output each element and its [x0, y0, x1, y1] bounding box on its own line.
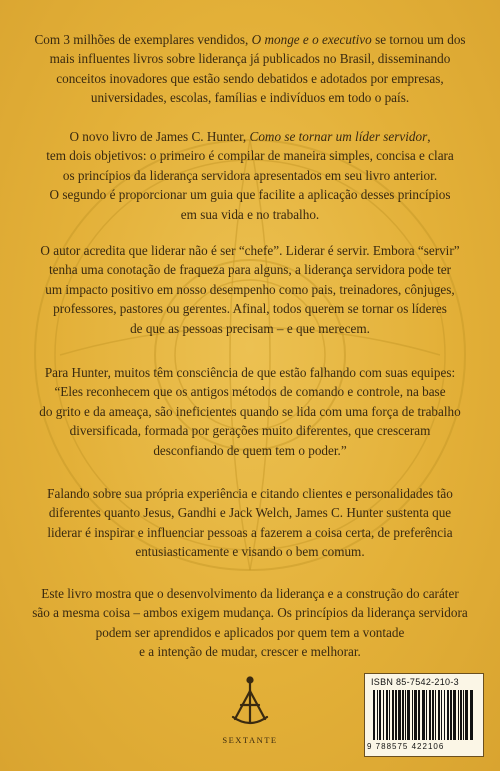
text-run: O segundo é proporcionar um guia que facilite a aplicação desses princípios — [49, 187, 451, 203]
barcode-bar — [463, 690, 464, 740]
text-line — [28, 166, 472, 185]
text-line — [28, 642, 472, 661]
text-run: Para Hunter, muitos têm consciência de que estão falhando com suas equipes: — [44, 365, 456, 380]
text-line — [28, 402, 472, 421]
text-run: os princípios da liderança servidora apresentados em seu livro anterior. — [62, 167, 438, 183]
text-line — [28, 88, 472, 107]
text-run: mais influentes livros sobre liderança já publicados no Brasil, disseminando — [49, 51, 451, 67]
barcode-bar — [414, 690, 417, 740]
barcode-bar — [386, 690, 388, 740]
text-line — [28, 441, 472, 460]
text-line — [28, 623, 472, 642]
barcode-bar — [453, 690, 456, 740]
paragraph-6 — [28, 584, 472, 662]
text-run: diversificada, formada por gerações muito diferentes, que cresceram — [69, 423, 431, 439]
text-line — [28, 523, 472, 542]
barcode-bar — [438, 690, 440, 740]
text-run: liderar é inspirar e influenciar pessoas a fazerem a coisa certa, de preferência — [47, 524, 453, 540]
text-run: professores, pastores ou gerentes. Afinal, todos querem se tornar os líderes — [53, 301, 447, 317]
text-line — [28, 185, 472, 204]
barcode-bar — [441, 690, 442, 740]
barcode-bar — [460, 690, 462, 740]
text-run: de que as pessoas precisam – e que merecem. — [130, 320, 370, 336]
sextant-icon — [227, 675, 273, 729]
text-run: Com 3 milhões de exemplares vendidos, — [34, 32, 252, 47]
isbn-barcode — [364, 673, 484, 757]
text-run: um impacto positivo em nosso desempenho como pais, treinadores, cônjuges, — [45, 281, 455, 297]
text-run: O autor acredita que liderar não é ser “chefe”. Liderar é servir. Embora “servir” — [40, 243, 460, 258]
paragraph-4 — [28, 363, 472, 460]
text-line — [28, 421, 472, 440]
barcode-bar — [418, 690, 420, 740]
barcode-bar — [383, 690, 384, 740]
book-title: O monge e o executivo — [251, 32, 372, 47]
text-run: em sua vida e no trabalho. — [180, 206, 320, 222]
text-line — [28, 30, 472, 49]
barcode-bars — [373, 690, 475, 740]
text-line — [28, 49, 472, 68]
text-line — [28, 542, 472, 561]
text-run: conceitos inovadores que estão sendo debatidos e adotados por empresas, — [56, 70, 444, 86]
barcode-bar — [450, 690, 452, 740]
text-line — [28, 603, 472, 622]
barcode-bar — [398, 690, 401, 740]
text-run: universidades, escolas, famílias e indivíduos em todo o país. — [90, 90, 410, 106]
text-line — [28, 503, 472, 522]
barcode-bar — [373, 690, 375, 740]
text-run: Falando sobre sua própria experiência e citando clientes e personalidades tão — [47, 486, 453, 501]
barcode-bar — [422, 690, 425, 740]
text-run: podem ser aprendidos e aplicados por quem tem a vontade — [95, 624, 405, 640]
ean-number: 9 788575 422106 — [367, 742, 445, 751]
text-run: Este livro mostra que o desenvolvimento da liderança e a construção do caráter — [41, 586, 459, 601]
paragraph-3 — [28, 241, 472, 338]
text-line — [28, 260, 472, 279]
text-line — [28, 584, 472, 603]
text-run: “Eles reconhecem que os antigos métodos de comando e controle, na base — [54, 384, 446, 400]
isbn-label: ISBN 85-7542-210-3 — [371, 677, 459, 687]
text-line — [28, 382, 472, 401]
paragraph-2 — [28, 127, 472, 224]
text-run: tem dois objetivos: o primeiro é compilar de maneira simples, concisa e clara — [46, 148, 454, 164]
text-line — [28, 484, 472, 503]
barcode-bar — [435, 690, 436, 740]
barcode-bar — [389, 690, 390, 740]
text-run: se tornou um dos — [371, 32, 466, 47]
barcode-bar — [379, 690, 381, 740]
text-line — [28, 299, 472, 318]
barcode-bar — [402, 690, 404, 740]
text-run: são a mesma coisa – ambos exigem mudança. Os princípios da liderança servidora — [32, 605, 468, 621]
barcode-bar — [412, 690, 413, 740]
barcode-bar — [465, 690, 468, 740]
barcode-bar — [395, 690, 397, 740]
barcode-bar — [458, 690, 459, 740]
paragraph-5 — [28, 484, 472, 562]
text-run: diferentes quanto Jesus, Gandhi e Jack Welch, James C. Hunter sustenta que — [48, 505, 452, 521]
barcode-bar — [426, 690, 427, 740]
barcode-bar — [470, 690, 473, 740]
text-run: e a intenção de mudar, crescer e melhorar. — [139, 644, 361, 660]
barcode-bar — [432, 690, 434, 740]
text-line — [28, 127, 472, 146]
text-run: O novo livro de James C. Hunter, — [69, 129, 250, 144]
text-line — [28, 280, 472, 299]
text-run: do grito e da ameaça, são ineficientes quando se lida com uma força de trabalho — [39, 403, 461, 419]
text-run: entusiasticamente e visando o bem comum. — [135, 544, 365, 560]
book-title: Como se tornar um líder servidor — [249, 129, 428, 144]
text-line — [28, 146, 472, 165]
barcode-bar — [429, 690, 431, 740]
barcode-bar — [405, 690, 406, 740]
text-line — [28, 363, 472, 382]
paragraph-1 — [28, 30, 472, 108]
barcode-bar — [407, 690, 410, 740]
barcode-bar — [392, 690, 394, 740]
publisher-logo — [220, 675, 280, 745]
text-line — [28, 241, 472, 260]
text-run: desconfiando de quem tem o poder.” — [153, 442, 347, 458]
text-line — [28, 319, 472, 338]
publisher-name: SEXTANTE — [222, 735, 278, 745]
text-run: tenha uma conotação de fraqueza para alguns, a liderança servidora pode ter — [48, 262, 451, 278]
text-run: , — [427, 129, 431, 144]
barcode-bar — [444, 690, 445, 740]
barcode-bar — [447, 690, 449, 740]
text-line — [28, 205, 472, 224]
barcode-bar — [377, 690, 378, 740]
text-line — [28, 69, 472, 88]
